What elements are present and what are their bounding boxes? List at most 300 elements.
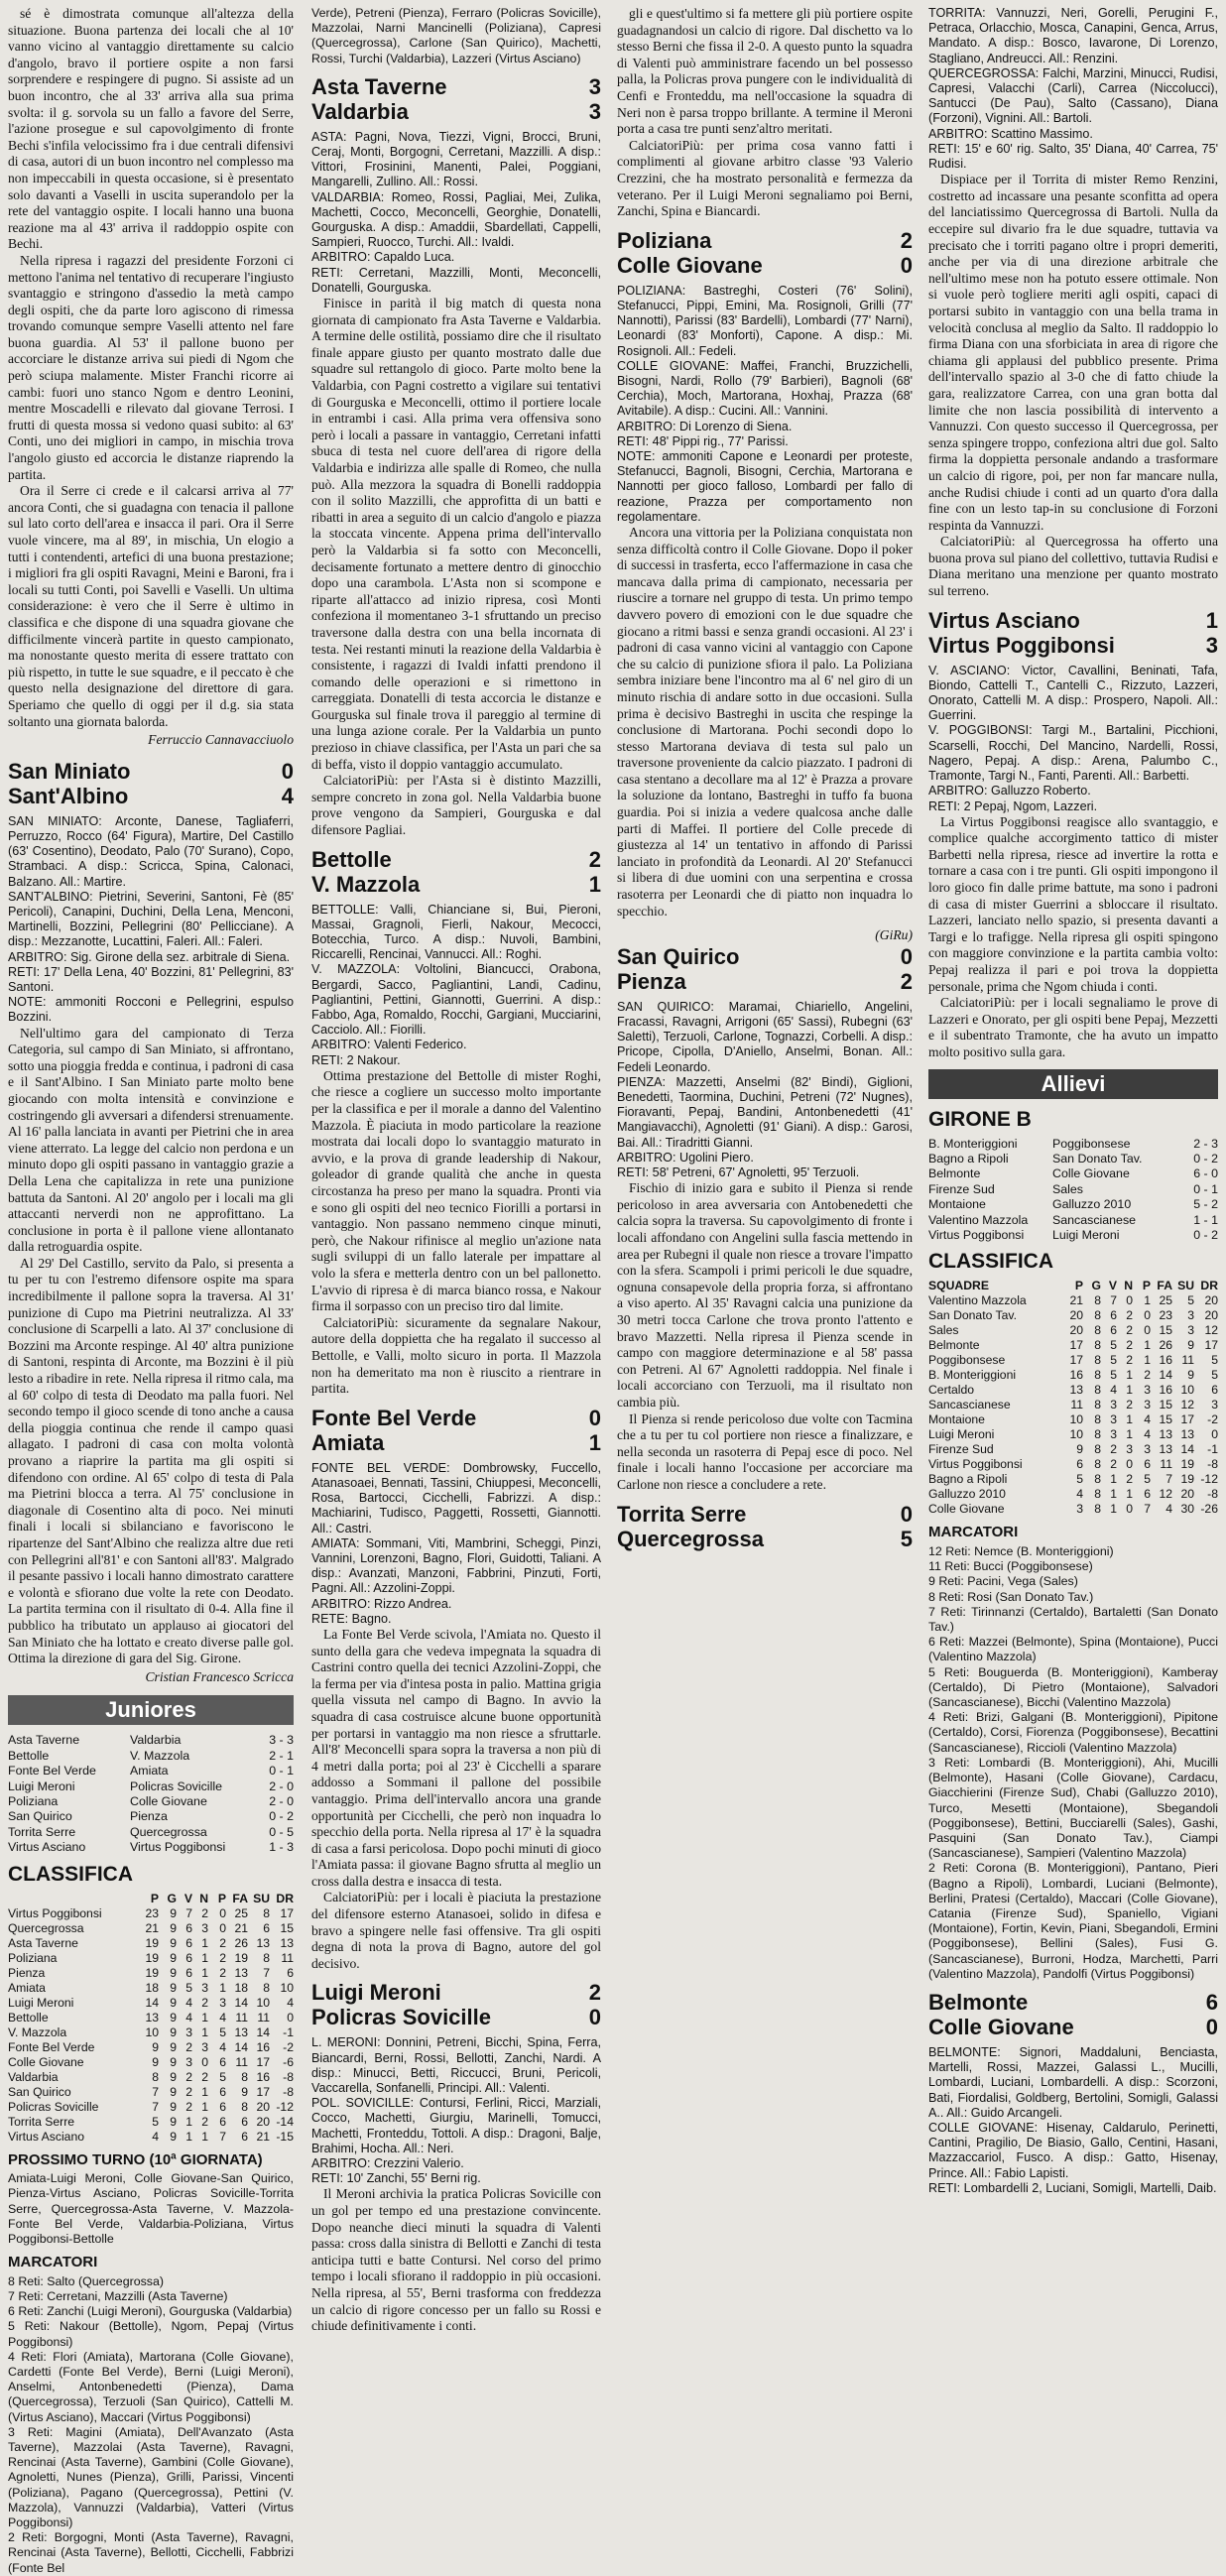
table-cell: 5 xyxy=(1211,1368,1218,1383)
list-item: 8 Reti: Salto (Quercegrossa) xyxy=(8,2273,165,2288)
table-cell: 2 xyxy=(1110,1442,1117,1457)
next-round-title: PROSSIMO TURNO (10ª GIORNATA) xyxy=(8,2150,263,2168)
table-cell: 9 xyxy=(152,2039,159,2054)
lineup-away: POL. SOVICILLE: Contursi, Ferlini, Ricci, Marziali, Cocco, Machetti, Giurgiu, Marinelli, Tomucci, Machetti, Fronteddu, Tottoli. A disp.: Dragoni, Balje, Brahimi, Hocha. All.: Neri. xyxy=(311,2096,601,2155)
table-cell: 8 xyxy=(1094,1293,1101,1308)
referee: ARBITRO: Crezzini Valerio. xyxy=(311,2156,464,2171)
table-cell: 6 xyxy=(219,2114,226,2129)
away-team: Sales xyxy=(1052,1181,1083,1196)
table-cell: 20 xyxy=(1204,1308,1218,1323)
lineup-home: V. ASCIANO: Victor, Cavallini, Beninati, Tafa, Biondo, Cattelli T., Cantelli C., Rizzuto, Lazzeri, Onorato, Cattelli M. A disp.: Prospero, Napoli. All.: Guerrini. xyxy=(928,663,1218,723)
table-cell: -8 xyxy=(1207,1487,1218,1502)
referee: ARBITRO: Valenti Federico. xyxy=(311,1038,467,1052)
table-row xyxy=(928,1502,1218,1517)
table-cell: 15 xyxy=(1159,1398,1172,1412)
table-cell: 8 xyxy=(1094,1502,1101,1517)
referee: ARBITRO: Capaldo Luca. xyxy=(311,250,455,265)
home-team: Poliziana xyxy=(617,227,712,253)
table-cell: 6 xyxy=(185,1935,192,1950)
table-cell: 9 xyxy=(170,1905,177,1920)
table-cell: 4 xyxy=(219,2039,226,2054)
table-cell: 9 xyxy=(1187,1338,1194,1353)
scorers-title: MARCATORI xyxy=(928,1524,1019,1541)
table-cell: 8 xyxy=(1094,1472,1101,1487)
table-cell: 6 xyxy=(263,1920,270,1935)
table-cell: V. Mazzola xyxy=(8,2024,67,2039)
home-score: 2 xyxy=(588,846,601,872)
lineup-away: QUERCEGROSSA: Falchi, Marzini, Minucci, Rudisi, Capresi, Valacchi (Carli), Carrea (Niccolucci), Santucci (De Pau), Salto (Cassano), Diana (Forzoni), Vignini. All.: Bartoli. xyxy=(928,65,1218,126)
result-row xyxy=(928,1166,1218,1181)
table-cell: 6 xyxy=(1110,1308,1117,1323)
table-cell: 13 xyxy=(234,2024,248,2039)
goals: RETI: 17' Della Lena, 40' Bozzini, 81' Pellegrini, 83' Santoni. xyxy=(8,964,294,994)
table-cell: 1 xyxy=(185,2114,192,2129)
article-caption: CalciatoriPiù: per i locali segnaliamo le prove di Lazzeri e Onorato, per gli ospiti bene Pepaj, Mezzetti e il subentrato Tramonte, che ha avuto un impatto molto positivo sulla gara. xyxy=(928,995,1218,1060)
table-cell: 1 xyxy=(201,2129,208,2144)
table-row xyxy=(928,1442,1218,1457)
home-team: Belmonte xyxy=(928,1166,981,1181)
table-row xyxy=(928,1293,1218,1308)
table-row xyxy=(8,1966,294,1981)
table-cell: 4 xyxy=(152,2129,159,2144)
table-cell: 9 xyxy=(170,2024,177,2039)
table-cell: -12 xyxy=(1200,1472,1218,1487)
table-cell: 10 xyxy=(1069,1427,1083,1442)
article-caption: CalciatoriPiù: per l'Asta si è distinto Mazzilli, sempre concreto in zona gol. Nella Valdarbia buone prove vengono da Sampieri, Gourguska e dal difensore Pagliai. xyxy=(311,773,601,838)
table-cell: 2 xyxy=(185,2099,192,2114)
table-cell: 1 xyxy=(1126,1383,1133,1398)
result-row xyxy=(8,1794,294,1809)
table-cell: 13 xyxy=(145,2010,159,2024)
table-cell: 2 xyxy=(201,2114,208,2129)
goals: RETI: Cerretani, Mazzilli, Monti, Meconcelli, Donatelli, Gourguska. xyxy=(311,265,601,295)
table-cell: 0 xyxy=(1126,1457,1133,1472)
home-team: Asta Taverne xyxy=(311,73,447,99)
table-header-cell: P xyxy=(150,1891,159,1905)
table-cell: Bagno a Ripoli xyxy=(928,1472,1008,1487)
author-signature: Cristian Francesco Scricca xyxy=(145,1668,294,1684)
home-team: Asta Taverne xyxy=(8,1733,80,1748)
standings-table xyxy=(8,1892,294,2145)
table-header-cell: N xyxy=(1124,1279,1133,1293)
table-cell: 11 xyxy=(235,2054,248,2069)
table-cell: 9 xyxy=(170,1950,177,1965)
table-cell: 16 xyxy=(256,2039,270,2054)
match-header xyxy=(617,1502,913,1551)
result-row xyxy=(928,1213,1218,1228)
table-cell: 3 xyxy=(201,1980,208,1995)
result-score: 1 - 3 xyxy=(269,1840,294,1855)
table-row xyxy=(8,1996,294,2011)
table-cell: San Quirico xyxy=(8,2084,71,2099)
lineup-block xyxy=(617,1000,913,1180)
table-cell: 6 xyxy=(287,1965,294,1980)
away-team: Amiata xyxy=(311,1429,385,1455)
table-cell: 19 xyxy=(234,1950,248,1965)
list-item: 3 Reti: Magini (Amiata), Dell'Avanzato (Asta Taverne), Mazzolai (Asta Taverne), Ravagni, Rencinai (Asta Taverne), Gambini (Colle Giovane), Agnoletti, Nunes (Pienza), Grilli, Parissi, Vincenti (Poliziana), Pagano (Quercegrossa), Pettini (V. Mazzola), Vannuzzi (Valdarbia), Vatteri (Virtus Poggibonsi) xyxy=(8,2424,294,2530)
table-row xyxy=(8,1936,294,1951)
lineup-away: AMIATA: Sommani, Viti, Mambrini, Scheggi, Pinzi, Vannini, Lorenzoni, Bagno, Flori, Guidotti, Taliani. A disp.: Avanzati, Manzoni, Fabbrini, Pinzuti, Forti, Pagni. All.: Azzolini-Zoppi. xyxy=(311,1535,601,1596)
lineup-home: BETTOLLE: Valli, Chianciane si, Bui, Pieroni, Massai, Gragnoli, Fierli, Nakour, Mecocci, Botecchia, Turco. A disp.: Nuvoli, Bambini, Riccarelli, Rencinai, Vannucci. All.: Roghi. xyxy=(311,902,601,962)
table-cell: -2 xyxy=(283,2039,294,2054)
home-team: B. Monteriggioni xyxy=(928,1136,1018,1151)
home-team: Virtus Poggibonsi xyxy=(928,1228,1025,1243)
result-row xyxy=(8,1825,294,1840)
table-cell: 3 xyxy=(201,2039,208,2054)
away-team: Sancascianese xyxy=(1052,1212,1137,1227)
home-team: Firenze Sud xyxy=(928,1181,995,1196)
table-cell: 8 xyxy=(1094,1427,1101,1442)
table-cell: Amiata xyxy=(8,1980,46,1995)
table-cell: 16 xyxy=(256,2069,270,2084)
table-cell: 3 xyxy=(185,2024,192,2039)
table-cell: 8 xyxy=(152,2069,159,2084)
lineup-away: COLLE GIOVANE: Hisenay, Caldarulo, Perinetti, Cantini, Pragilio, De Biasio, Gallo, Centini, Hasani, Mazzaccariol, Fusco. A disp.: Gatto, Hisenay, Prince. All.: Fabio Lapisti. xyxy=(928,2120,1218,2180)
table-cell: 9 xyxy=(170,2054,177,2069)
table-cell: 26 xyxy=(1159,1338,1172,1353)
home-score: 2 xyxy=(588,1980,601,2006)
column-2 xyxy=(311,6,601,2565)
away-team: Pienza xyxy=(130,1809,168,1824)
away-score: 3 xyxy=(1205,632,1218,658)
home-team: Fonte Bel Verde xyxy=(311,1405,477,1430)
table-row xyxy=(8,1951,294,1966)
table-cell: 1 xyxy=(201,2010,208,2024)
table-cell: Bettolle xyxy=(8,2010,49,2024)
article-caption: CalciatoriPiù: al Quercegrossa ha offerto una buona prova sul piano del collettivo, tuttavia Rudisi e Diana meritano una menzione per quanto mostrato sul terreno. xyxy=(928,534,1218,599)
home-score: 0 xyxy=(900,943,913,969)
table-cell: 10 xyxy=(256,1995,270,2010)
table-cell: 0 xyxy=(1126,1293,1133,1308)
scorers-list xyxy=(8,2274,294,2576)
lineup-block xyxy=(311,903,601,1068)
table-cell: Firenze Sud xyxy=(928,1442,994,1457)
lineup-block xyxy=(311,2035,601,2186)
table-cell: Virtus Poggibonsi xyxy=(8,1905,102,1920)
table-cell: 17 xyxy=(280,1905,294,1920)
table-row xyxy=(928,1338,1218,1353)
table-cell: -14 xyxy=(276,2114,294,2129)
table-row xyxy=(928,1368,1218,1383)
goals: RETI: 2 Nakour. xyxy=(311,1052,401,1067)
standings-title: CLASSIFICA xyxy=(8,1862,133,1886)
goals: RETI: 15' e 60' rig. Salto, 35' Diana, 40' Carrea, 75' Rudisi. xyxy=(928,141,1218,172)
table-row xyxy=(8,2040,294,2055)
table-row xyxy=(8,2070,294,2085)
referee: ARBITRO: Sig. Girone della sez. arbitrale di Siena. xyxy=(8,949,291,964)
away-score: 1 xyxy=(588,871,601,897)
match-header xyxy=(928,1990,1218,2039)
table-cell: 8 xyxy=(263,1905,270,1920)
table-cell: 0 xyxy=(1144,1308,1151,1323)
results-list xyxy=(928,1137,1218,1244)
table-cell: Colle Giovane xyxy=(8,2054,84,2069)
away-team: Luigi Meroni xyxy=(1052,1228,1120,1243)
list-item: 4 Reti: Brizi, Galgani (B. Monteriggioni), Pipitone (Certaldo), Corsi, Fiorenza (Poggibonsese), Becattini (Sancascianese), Riccioli (Valentino Mazzola) xyxy=(928,1710,1218,1755)
article-paragraph: Ora il Serre ci crede e il calcarsi arriva al 77' ancora Conti, che si guadagna con tenacia il pallone sul lato corto dell'area e insacca il pari. Ora il Serre vuole vincere, ma al 89', in mischia, Un elogio a tutti i contendenti, artefici di una buona prestazione; i migliori fra gli ospiti Ravagni, Meini e Baroni, fra i locali su tutti Conti, poi Savelli e Vaselli. Un ultima considerazione: è vero che il Serre è ultimo in classifica e che dispone di una squadra giovane che difficilmente vincerà partite in questo campionato, ma nonostante questo merita di essere trattato con più rispetto, in tutte le sue squadre, e il peccato è che questo nella designazione del direttore di gara. Speriamo che quello di oggi per il d.g. sia stata soltanto una giornata balorda. xyxy=(8,483,294,729)
table-cell: 4 xyxy=(1144,1427,1151,1442)
table-cell: Valdarbia xyxy=(8,2069,59,2084)
table-cell: 5 xyxy=(1110,1353,1117,1368)
away-team: Virtus Poggibonsi xyxy=(928,632,1115,658)
article-paragraph: Fischio di inizio gara e subito il Pienza si rende pericoloso in area avversaria con Antobenedetti che calcia sopra la traversa. Su capovolgimento di fronte i locali affondano con Angelini sulla fascia mettendo in area per Rubegni il quale non riesce a trovare l'impatto con la sfera. Scampoli i primi pericoli le due squadre, ognuna consapevole della propria forza, si affrontano a viso aperto. Al 35' Ravagni calcia una punizione da 30 metri tocca Carlone che trova pronto l'attento e bravo Mazzetti. Nella ripresa il Pienza scende in campo con maggiore determinazione e al 58' passa con Petreni. Al 67' Agnoletti raddoppia. Nel finale i locali accorciano con Terzuoli, ma il risultato non cambia più. xyxy=(617,1180,913,1410)
home-team: San Quirico xyxy=(617,943,740,969)
scorers-title: MARCATORI xyxy=(8,2254,98,2271)
list-item: 8 Reti: Rosi (San Donato Tav.) xyxy=(928,1589,1094,1604)
column-4 xyxy=(928,6,1218,2565)
table-cell: 9 xyxy=(1187,1368,1194,1383)
column-1 xyxy=(8,6,294,2575)
table-cell: 2 xyxy=(185,2084,192,2099)
match-header xyxy=(928,608,1218,658)
table-cell: 6 xyxy=(185,1965,192,1980)
match-header xyxy=(617,927,913,994)
table-cell: 9 xyxy=(170,2099,177,2114)
table-cell: 9 xyxy=(241,2084,248,2099)
table-header-cell: P xyxy=(1142,1279,1151,1293)
table-cell: 2 xyxy=(1126,1398,1133,1412)
table-cell: 10 xyxy=(145,2024,159,2039)
table-cell: 12 xyxy=(1204,1323,1218,1338)
table-cell: -1 xyxy=(283,2024,294,2039)
table-cell: 17 xyxy=(256,2084,270,2099)
table-cell: 1 xyxy=(1144,1338,1151,1353)
referee: ARBITRO: Galluzzo Roberto. xyxy=(928,784,1091,798)
table-cell: 11 xyxy=(235,2010,248,2024)
table-cell: 20 xyxy=(1204,1293,1218,1308)
home-score: 0 xyxy=(900,1501,913,1527)
table-cell: 0 xyxy=(1126,1502,1133,1517)
table-cell: 3 xyxy=(1211,1398,1218,1412)
lineup-away: VALDARBIA: Romeo, Rossi, Pagliai, Mei, Zulika, Machetti, Cocco, Meconcelli, Georghie, Donatelli, Gourguska. A disp.: Amaddii, Sbardellati, Cappelli, Sampieri, Ruocco, Turchi. All.: Ivaldi. xyxy=(311,189,601,250)
lineup-away: V. POGGIBONSI: Targi M., Bartalini, Picchioni, Scarselli, Rocchi, Del Mancino, Nardelli, Rossi, Nagero, Pepaj. A disp.: Arena, Palumbo C., Tramonte, Targi N., Fanti, Parenti. All.: Barbetti. xyxy=(928,723,1218,784)
table-cell: 17 xyxy=(1204,1338,1218,1353)
away-team: Sant'Albino xyxy=(8,783,129,808)
lineup-block xyxy=(928,2045,1218,2196)
away-score: 0 xyxy=(1205,2014,1218,2039)
table-cell: 3 xyxy=(1144,1442,1151,1457)
table-cell: 17 xyxy=(1069,1353,1083,1368)
match-header xyxy=(8,759,294,808)
table-cell: 2 xyxy=(1126,1353,1133,1368)
table-cell: 2 xyxy=(201,1995,208,2010)
list-item: 7 Reti: Cerretani, Mazzilli (Asta Taverne) xyxy=(8,2288,228,2303)
table-cell: 2 xyxy=(185,2069,192,2084)
table-header-cell: FA xyxy=(232,1891,248,1905)
home-score: 0 xyxy=(588,1405,601,1430)
match-header xyxy=(311,847,601,897)
table-cell: Valentino Mazzola xyxy=(928,1293,1027,1308)
table-cell: 9 xyxy=(170,2114,177,2129)
list-item: 5 Reti: Bouguerda (B. Monteriggioni), Kamberay (Certaldo), Di Pietro (Montaione), Salvadori (Sancascianese), Bicchi (Valentino Mazzola) xyxy=(928,1664,1218,1710)
table-cell: 8 xyxy=(263,1950,270,1965)
table-cell: 9 xyxy=(170,1980,177,1995)
table-cell: 11 xyxy=(1070,1398,1083,1412)
table-cell: 8 xyxy=(1094,1487,1101,1502)
table-row xyxy=(928,1308,1218,1323)
result-row xyxy=(8,1764,294,1779)
table-cell: 12 xyxy=(1180,1398,1194,1412)
table-cell: 9 xyxy=(170,1935,177,1950)
table-header-cell: FA xyxy=(1157,1279,1172,1293)
table-cell: Torrita Serre xyxy=(8,2114,75,2129)
away-score: 0 xyxy=(900,252,913,278)
article-paragraph: La Fonte Bel Verde scivola, l'Amiata no. Questo il sunto della gara che vedeva impegnata la squadra di Castrini contro quella dei tecnici Azzolini-Zoppi, che la ferma per via d'intesa posta in palio. Mattina grigia quella vissuta nel campo di Bagno. In avvio la squadra di casa costruisce alcune buone opportunità per portarsi in vantaggio ma non riesce a sfruttarle. All'8' Meconcelli spara sopra la traversa a non più di 4 metri dalla porta; poi al 23' è Cicchelli a sparare addosso a Sommani il pallone del possibile vantaggio. Prima dell'intervallo ancora una grande opportunità per Cicchelli, che però non inquadra lo specchio della porta. Nella ripresa al 17' è la squadra di casa a farsi pericolosa. Dopo pochi minuti di gioco l'Amiata passa: il giovane Bagno sfrutta al meglio un cross dalla destra e insacca di testa. xyxy=(311,1626,601,1889)
article-paragraph: Ottima prestazione del Bettolle di mister Roghi, che riesce a cogliere un successo molto importante per la classifica e per il morale a danno del Valentino Mazzola. È piaciuta in modo particolare la reazione mostrata dai locali dopo lo svantaggio maturato in avvio, e la prova di grande leadership di Nakour, goleador di grande qualità che anche in questa circostanza ha preso per mano la squadra. Pronti via e sono gli ospiti del neo tecnico Fiorilli a portarsi in vantaggio. Non passano nemmeno cinque minuti, però, che Nakour rifinisce al meglio un'azione nata sugli sviluppi di un fallo laterale per impattare al volo la sfera e metterla dentro con un bel pallonetto. L'avvio di ripresa è di marca bianco rossa, e Nakour firma il sorpasso con un preciso tiro dal limite. xyxy=(311,1067,601,1314)
table-cell: 1 xyxy=(1110,1502,1117,1517)
column-3 xyxy=(617,6,913,2565)
table-cell: 2 xyxy=(219,1935,226,1950)
away-team: Colle Giovane xyxy=(130,1793,207,1808)
article-caption: CalciatoriPiù: per i locali è piaciuta la prestazione del difensore esterno Atanasoei, solido in difesa e bravo a spingere nelle fasi offensive. Tra gli ospiti degna di nota la prova di Bagno, autore del gol decisivo. xyxy=(311,1890,601,1971)
table-header xyxy=(8,1892,294,1906)
table-cell: 10 xyxy=(1069,1412,1083,1427)
article-paragraph: sé è dimostrata comunque all'altezza della situazione. Buona partenza dei locali che al 10' vanno vicino al vantaggio direttamente su calcio d'angolo, bravo il portiere ospite a non farsi sorprendere e respingere di pugno. Si assiste ad un buon incontro, che al 33' arriva alla sua prima svolta: il g. sorvola su un fallo a favore del Serre, l'azione prosegue e sul capovolgimento di fronte Bechi s'infila velocissimo fra i due centrali difensivi di casa, autori di un buon incontro nel complesso ma non impeccabili in questa occasione, si è presentato solo davanti a Vaselli in uscita superandolo per la rete del vantaggio ospite. I locali hanno una buona reazione ma al 43' arriva il raddoppio ospite con Bechi. xyxy=(8,6,294,252)
home-score: 6 xyxy=(1205,1989,1218,2015)
table-cell: 20 xyxy=(256,2114,270,2129)
result-row xyxy=(928,1137,1218,1152)
result-row xyxy=(928,1228,1218,1243)
result-row xyxy=(8,1749,294,1764)
table-cell: 13 xyxy=(1069,1383,1083,1398)
table-cell: 7 xyxy=(219,2129,226,2144)
table-cell: 5 xyxy=(1211,1353,1218,1368)
table-row xyxy=(928,1427,1218,1442)
table-cell: 5 xyxy=(219,2069,226,2084)
table-cell: 5 xyxy=(1110,1338,1117,1353)
table-row xyxy=(8,1921,294,1936)
table-cell: 11 xyxy=(1160,1457,1172,1472)
table-row xyxy=(928,1472,1218,1487)
lineup-home: FONTE BEL VERDE: Dombrowsky, Fuccello, Atanasoaei, Bennati, Tassini, Chiuppesi, Meconcelli, Rosa, Bartocci, Cicchelli, Fabrizzi. A disp.: Machiarini, Tudisco, Paggetti, Rossetti, Giannotti. All.: Castri. xyxy=(311,1460,601,1535)
table-cell: 3 xyxy=(1110,1398,1117,1412)
article-paragraph: Finisce in parità il big match di questa nona giornata di campionato fra Asta Taverne e Valdarbia. A termine delle ostilità, possiamo dire che il risultato finale appare giusto per quanto mostrato dalle due squadre sul rettangolo di gioco. Parte molto bene la Valdarbia, con Pagni costretto a vigilare sui tentativi di Gourguska e Meconcelli, ottimo il portiere locale in entrambi i casi. Alla prima vera offensiva sono però i locali a passare in vantaggio, Cerretani infatti sbuca di testa nel cuore dell'area di rigore della Valdarbia e indirizza alle spalle di Romeo, che nulla può. Alla mezzora la squadra di Bonelli raddoppia con il solito Mazzilli, che approfitta di un batti e ribatti in area a seguito di un calcio d'angolo e piazza la stoccata vincente. Appena prima dell'intervallo però la Valdarbia si fa sotto con Meconcelli, decisamente fortunato a mettere dentro di ginocchio dopo una carambola. L'Asta non si scompone e riparte all'attacco ad inizio ripresa, così Monti confeziona il momentaneo 3-1 sfruttando un preciso traversone dalla destra con una bella incornata di testa. Nei restanti minuti la reazione della Valdarbia è consistente, i ragazzi di Ivaldi infatti prendono il comando delle operazioni e si rimettono in carreggiata. Donatelli di testa accorcia le distanze e Gourguska sul finale trova il pareggio al termine di una lunga azione corale. Per la Valdarbia un punto prezioso in chiave classifica, per l'Asta un pari che sa di beffa, visto il doppio vantaggio accumulato. xyxy=(311,296,601,772)
result-row xyxy=(8,1779,294,1794)
table-cell: 8 xyxy=(1094,1398,1101,1412)
section-banner-juniores: Juniores xyxy=(8,1695,294,1725)
home-score: 3 xyxy=(588,73,601,99)
home-team: San Miniato xyxy=(8,758,131,784)
article-caption: CalciatoriPiù: sicuramente da segnalare Nakour, autore della doppietta che ha regalato il successo al Bettolle, e Valli, molto sicuro in porta. Il Mazzola non ha demeritato ma non è riuscito a rientrare in partita. xyxy=(311,1314,601,1397)
lineup-home: TORRITA: Vannuzzi, Neri, Gorelli, Perugini F., Petraca, Orlacchio, Mosca, Canapini, Genca, Arrus, Mandato. A disp.: Bosco, Iavarone, Di Lorenzo, Stagliano, Andreucci. All.: Renzini. xyxy=(928,6,1218,65)
table-row xyxy=(928,1412,1218,1427)
table-cell: Sales xyxy=(928,1323,959,1338)
table-header-cell: SQUADRE xyxy=(928,1279,989,1293)
table-cell: 0 xyxy=(219,1920,226,1935)
table-cell: 7 xyxy=(152,2099,159,2114)
table-cell: 8 xyxy=(1094,1412,1101,1427)
table-cell: Certaldo xyxy=(928,1383,975,1398)
table-cell: 1 xyxy=(201,2099,208,2114)
list-item: 2 Reti: Corona (B. Monteriggioni), Pantano, Pieri (Bagno a Ripoli), Lombardi, Luciani (Belmonte), Berlini, Pratesi (Certaldo), Maccari (Colle Giovane), Catania (Firenze Sud), Spaniello, Vigiani (Montaione), Fortin, Kevin, Piani, Sbegandoli, Ermini (Poggibonsese), Bellini (Sales), Fusi G. (Sancascianese), Burroni, Hodza, Marchetti, Parri (Valentino Mazzola), Pandolfi (Virtus Poggibonsi) xyxy=(928,1861,1218,1981)
away-team: Quercegrossa xyxy=(130,1824,207,1839)
table-row xyxy=(928,1323,1218,1338)
result-score: 0 - 1 xyxy=(1193,1181,1218,1196)
result-score: 0 - 1 xyxy=(269,1764,294,1779)
away-team: Policras Sovicille xyxy=(311,2005,491,2030)
table-cell: Poggibonsese xyxy=(928,1353,1006,1368)
table-cell: 17 xyxy=(256,2054,270,2069)
table-cell: Poliziana xyxy=(8,1950,58,1965)
table-cell: 9 xyxy=(152,2054,159,2069)
lineup-block xyxy=(928,664,1218,814)
result-score: 1 - 1 xyxy=(1193,1212,1218,1227)
table-cell: 16 xyxy=(1069,1368,1083,1383)
table-row xyxy=(8,1981,294,1996)
away-team: V. Mazzola xyxy=(311,871,421,897)
table-cell: 6 xyxy=(1211,1383,1218,1398)
table-cell: 8 xyxy=(241,2069,248,2084)
result-score: 2 - 1 xyxy=(269,1748,294,1763)
away-team: V. Mazzola xyxy=(130,1748,190,1763)
table-cell: 1 xyxy=(219,1980,226,1995)
table-cell: Virtus Asciano xyxy=(8,2129,85,2144)
table-cell: -2 xyxy=(1207,1412,1218,1427)
table-cell: 6 xyxy=(241,2129,248,2144)
lineup-block xyxy=(311,130,601,296)
goals: RETI: 2 Pepaj, Ngom, Lazzeri. xyxy=(928,798,1098,813)
result-row xyxy=(928,1152,1218,1166)
table-cell: 2 xyxy=(1144,1368,1151,1383)
result-score: 3 - 3 xyxy=(269,1733,294,1748)
table-cell: 23 xyxy=(145,1905,159,1920)
table-cell: 6 xyxy=(1144,1487,1151,1502)
notes: NOTE: ammoniti Rocconi e Pellegrini, espulso Bozzini. xyxy=(8,995,294,1025)
table-cell: 1 xyxy=(201,1950,208,1965)
lineup-block xyxy=(928,6,1218,172)
table-cell: 6 xyxy=(219,2099,226,2114)
table-cell: 8 xyxy=(263,1980,270,1995)
match-header xyxy=(311,74,601,124)
table-cell: 5 xyxy=(1144,1472,1151,1487)
table-cell: B. Monteriggioni xyxy=(928,1368,1017,1383)
table-cell: 21 xyxy=(1069,1293,1083,1308)
article-paragraph: Il Meroni archivia la pratica Policras Sovicille con un gol per tempo ed una prestazione convincente. Dopo neanche dieci minuti la squadra di Valenti passa: cross dalla sinistra di Bellotti e Zanchi di testa anticipa tutti e batte Contursi. Nel corso del primo tempo i locali sfiorano il raddoppio in più occasioni. Nella ripresa, al 55', Berni trasforma con freddezza un calcio di rigore concesso per un fallo su Rossi e chiude definitivamente i conti. xyxy=(311,2186,601,2334)
table-cell: 4 xyxy=(1110,1383,1117,1398)
table-cell: 3 xyxy=(185,2054,192,2069)
home-team: Luigi Meroni xyxy=(311,1980,441,2006)
home-team: Fonte Bel Verde xyxy=(8,1764,96,1779)
standings-table xyxy=(928,1279,1218,1517)
table-cell: 1 xyxy=(1126,1487,1133,1502)
table-cell: 20 xyxy=(256,2099,270,2114)
table-cell: -1 xyxy=(1207,1442,1218,1457)
goals: RETI: 58' Petreni, 67' Agnoletti, 95' Terzuoli. xyxy=(617,1165,860,1180)
table-cell: 3 xyxy=(1187,1323,1194,1338)
table-cell: 14 xyxy=(234,1995,248,2010)
lineup-home: POLIZIANA: Bastreghi, Costeri (76' Solini), Stefanucci, Pippi, Emini, Ma. Rosignoli, Grilli (77' Nannotti), Parissi (83' Bardelli), Lombardi (77' Narni), Leonardi (83' Monforti), Capone. A disp.: Mi. Rosignoli. All.: Fedeli. xyxy=(617,283,913,358)
table-cell: 0 xyxy=(219,1905,226,1920)
table-cell: 3 xyxy=(201,1920,208,1935)
table-header-cell: G xyxy=(167,1891,177,1905)
table-cell: 17 xyxy=(1180,1412,1194,1427)
table-cell: Belmonte xyxy=(928,1338,980,1353)
table-header-cell xyxy=(8,1892,137,1906)
referee: ARBITRO: Ugolini Piero. xyxy=(617,1150,754,1165)
table-cell: 5 xyxy=(1076,1472,1083,1487)
table-cell: 3 xyxy=(1126,1442,1133,1457)
referee: ARBITRO: Rizzo Andrea. xyxy=(311,1596,452,1611)
goals: RETE: Bagno. xyxy=(311,1611,392,1626)
table-cell: 1 xyxy=(1126,1368,1133,1383)
table-cell: 19 xyxy=(1180,1457,1194,1472)
table-cell: 21 xyxy=(256,2129,270,2144)
away-score: 0 xyxy=(588,2005,601,2030)
table-header-cell: V xyxy=(1108,1279,1117,1293)
table-cell: 2 xyxy=(1126,1472,1133,1487)
table-cell: 13 xyxy=(280,1935,294,1950)
table-cell: 1 xyxy=(1110,1472,1117,1487)
